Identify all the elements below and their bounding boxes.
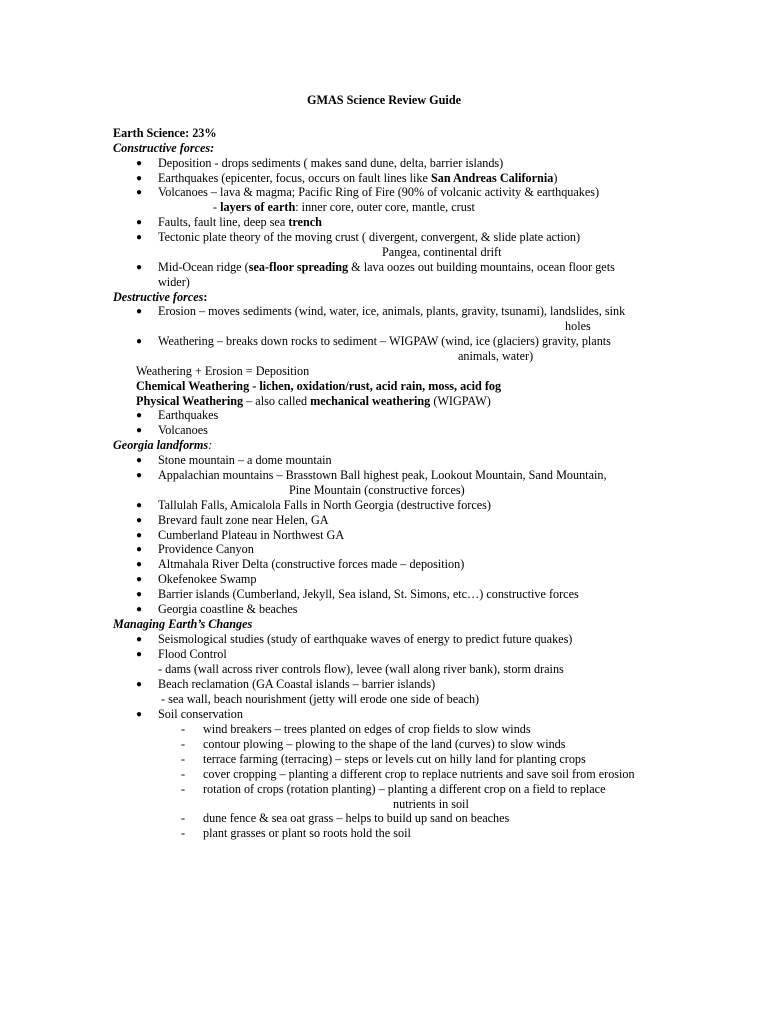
bullet: ●	[136, 544, 143, 555]
dash-marker: -	[181, 782, 186, 796]
dash-marker: -	[181, 826, 186, 840]
bullet: ●	[136, 574, 143, 585]
list-item: Tectonic plate theory of the moving crust ( divergent, convergent, & slide plate action)	[158, 230, 581, 244]
bullet: ●	[136, 709, 143, 720]
physical-weathering: Physical Weathering – also called mechanical weathering (WIGPAW)	[136, 394, 491, 408]
bullet: ●	[136, 306, 143, 317]
list-subline: Pine Mountain (constructive forces)	[289, 483, 465, 497]
bullet: ●	[136, 217, 143, 228]
list-item: Earthquakes	[158, 408, 219, 422]
bullet: ●	[136, 410, 143, 421]
bullet: ●	[136, 649, 143, 660]
soil-item: rotation of crops (rotation planting) – planting a different crop on a field to replace	[203, 782, 606, 796]
dash-marker: -	[181, 752, 186, 766]
list-item: Cumberland Plateau in Northwest GA	[158, 528, 345, 542]
list-item: Mid-Ocean ridge (sea-floor spreading & lava oozes out building mountains, ocean floor gets	[158, 260, 615, 274]
list-item: Erosion – moves sediments (wind, water, ice, animals, plants, gravity, tsunami), landslides, sink	[158, 304, 626, 318]
list-item: Deposition - drops sediments ( makes sand dune, delta, barrier islands)	[158, 156, 504, 170]
bullet: ●	[136, 470, 143, 481]
dash-marker: -	[181, 722, 186, 736]
dash-marker: -	[181, 737, 186, 751]
list-item: Stone mountain – a dome mountain	[158, 453, 332, 467]
bullet: ●	[136, 589, 143, 600]
list-subline: - layers of earth: inner core, outer core, mantle, crust	[213, 200, 475, 214]
managing-changes-heading: Managing Earth’s Changes	[113, 617, 253, 631]
soil-item: wind breakers – trees planted on edges of crop fields to slow winds	[203, 722, 531, 736]
bullet: ●	[136, 425, 143, 436]
bullet: ●	[136, 515, 143, 526]
bullet: ●	[136, 173, 143, 184]
page-title: GMAS Science Review Guide	[306, 93, 462, 107]
bullet: ●	[136, 559, 143, 570]
list-subline: - dams (wall across river controls flow), levee (wall along river bank), storm drains	[158, 662, 564, 676]
bullet: ●	[136, 455, 143, 466]
soil-item: dune fence & sea oat grass – helps to build up sand on beaches	[203, 811, 510, 825]
soil-item: terrace farming (terracing) – steps or levels cut on hilly land for planting crops	[203, 752, 586, 766]
list-item: Seismological studies (study of earthquake waves of energy to predict future quakes)	[158, 632, 573, 646]
list-item: Soil conservation	[158, 707, 243, 721]
bullet: ●	[136, 500, 143, 511]
list-item: Barrier islands (Cumberland, Jekyll, Sea island, St. Simons, etc…) constructive forces	[158, 587, 579, 601]
earth-science-heading: Earth Science: 23%	[113, 126, 217, 140]
bullet: ●	[136, 232, 143, 243]
list-item: Volcanoes – lava & magma; Pacific Ring of Fire (90% of volcanic activity & earthquakes)	[158, 185, 600, 199]
bullet: ●	[136, 158, 143, 169]
list-item: Appalachian mountains – Brasstown Ball highest peak, Lookout Mountain, Sand Mountain,	[158, 468, 607, 482]
constructive-forces-heading: Constructive forces:	[113, 141, 215, 155]
list-item: Faults, fault line, deep sea trench	[158, 215, 322, 229]
soil-item: plant grasses or plant so roots hold the soil	[203, 826, 411, 840]
weathering-equation: Weathering + Erosion = Deposition	[136, 364, 310, 378]
bullet: ●	[136, 634, 143, 645]
list-subline: Pangea, continental drift	[382, 245, 502, 259]
georgia-landforms-heading: Georgia landforms:	[113, 438, 213, 452]
soil-item: cover cropping – planting a different crop to replace nutrients and save soil from erosion	[203, 767, 635, 781]
bullet: ●	[136, 530, 143, 541]
bullet: ●	[136, 262, 143, 273]
destructive-forces-heading: Destructive forces:	[113, 290, 208, 304]
bullet: ●	[136, 187, 143, 198]
list-subline: animals, water)	[458, 349, 534, 363]
list-item: Beach reclamation (GA Coastal islands – barrier islands)	[158, 677, 436, 691]
list-subline: - sea wall, beach nourishment (jetty will erode one side of beach)	[161, 692, 480, 706]
dash-marker: -	[181, 811, 186, 825]
list-subline: holes	[565, 319, 591, 333]
list-item: Okefenokee Swamp	[158, 572, 257, 586]
list-item: Georgia coastline & beaches	[158, 602, 298, 616]
list-item: Flood Control	[158, 647, 227, 661]
list-item: Tallulah Falls, Amicalola Falls in North Georgia (destructive forces)	[158, 498, 491, 512]
list-item: Brevard fault zone near Helen, GA	[158, 513, 329, 527]
bullet: ●	[136, 604, 143, 615]
list-item: Altmahala River Delta (constructive forces made – deposition)	[158, 557, 465, 571]
soil-item: contour plowing – plowing to the shape of the land (curves) to slow winds	[203, 737, 566, 751]
chemical-weathering: Chemical Weathering - lichen, oxidation/rust, acid rain, moss, acid fog	[136, 379, 502, 393]
list-item: Weathering – breaks down rocks to sediment – WIGPAW (wind, ice (glaciers) gravity, plants	[158, 334, 611, 348]
list-item: Volcanoes	[158, 423, 208, 437]
list-item: Earthquakes (epicenter, focus, occurs on fault lines like San Andreas California)	[158, 171, 558, 185]
bullet: ●	[136, 679, 143, 690]
bullet: ●	[136, 336, 143, 347]
list-subline: wider)	[158, 275, 190, 289]
soil-item-subline: nutrients in soil	[393, 797, 469, 811]
list-item: Providence Canyon	[158, 542, 254, 556]
dash-marker: -	[181, 767, 186, 781]
